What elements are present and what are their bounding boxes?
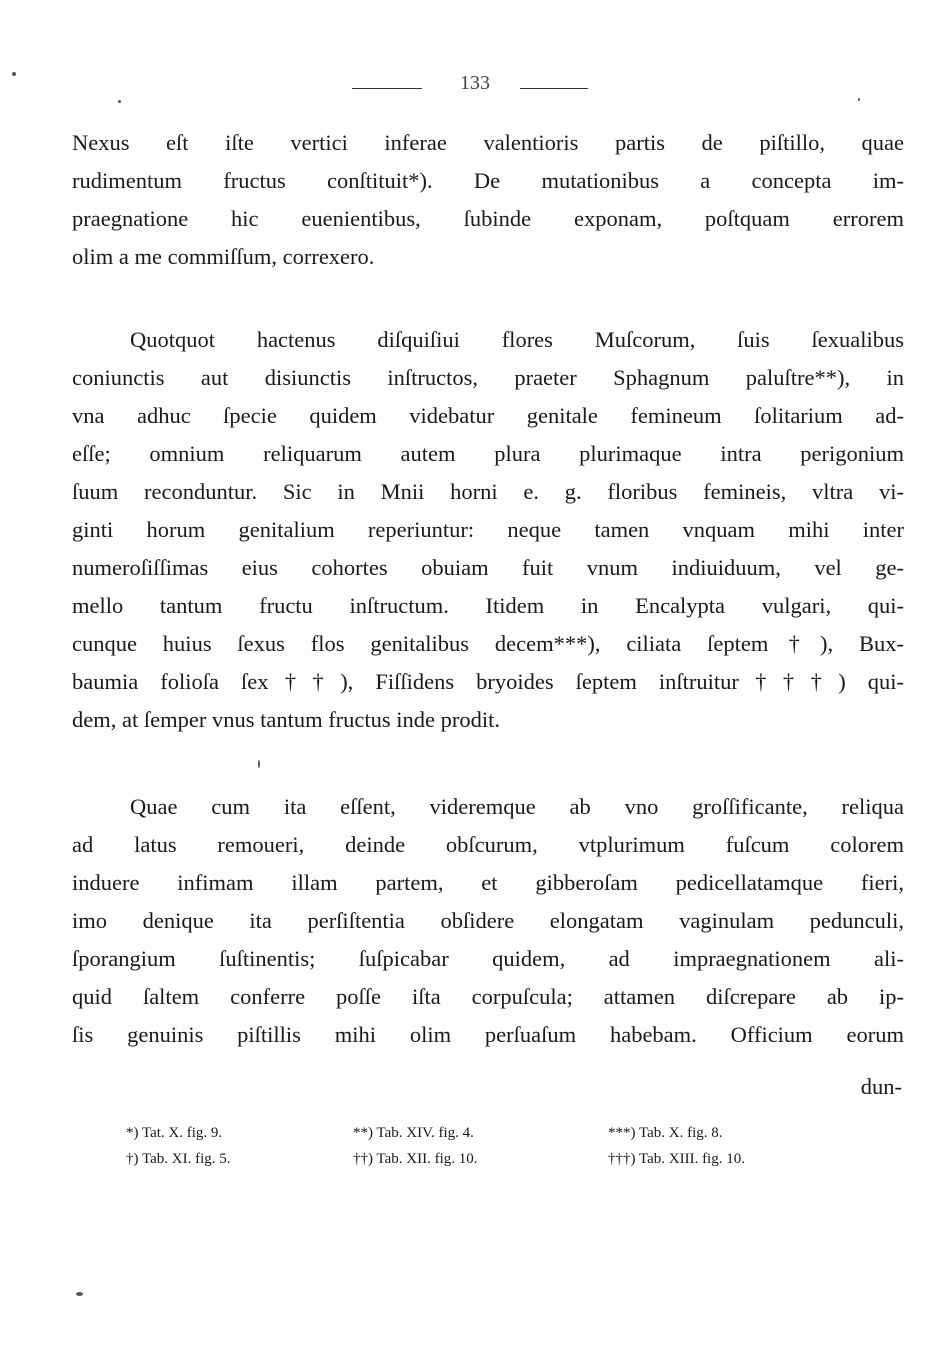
- text-line: baumia folioſa ſex††), Fiſſidens bryoides ſeptem inſtruitur†††) qui-: [72, 669, 904, 694]
- footnotes: [110, 1120, 830, 1172]
- text-line: induere infimam illam partem, et gibberoſam pedicellatamque fieri,: [72, 870, 904, 895]
- footnote: †††) Tab. XIII. fig. 10.: [608, 1151, 745, 1167]
- text-line: olim a me commiſſum, correxero.: [72, 244, 375, 269]
- header-rule-left: [352, 88, 422, 90]
- footnote: **) Tab. XIV. fig. 4.: [353, 1125, 474, 1141]
- speck: [118, 100, 121, 103]
- speck: [858, 98, 860, 101]
- footnote: ††) Tab. XII. fig. 10.: [353, 1151, 478, 1167]
- text-line: ſuum reconduntur. Sic in Mnii horni e. g. floribus femineis, vltra vi-: [72, 479, 904, 504]
- footnote: *) Tat. X. fig. 9.: [126, 1125, 223, 1141]
- text-line: ſis genuinis piſtillis mihi olim perſuaſum habebam. Officium eorum: [72, 1022, 904, 1047]
- text-line: cunque huius ſexus flos genitalibus decem***), ciliata ſeptem†), Bux-: [72, 631, 904, 656]
- text-line: vna adhuc ſpecie quidem videbatur genitale femineum ſolitarium ad-: [72, 403, 904, 428]
- text-line: ad latus remoueri, deinde obſcurum, vtplurimum fuſcum colorem: [72, 832, 904, 857]
- paragraph-1: [72, 124, 904, 276]
- text-line: numeroſiſſimas eius cohortes obuiam fuit vnum indiuiduum, vel ge-: [72, 555, 904, 580]
- text-line: quid ſaltem conferre poſſe iſta corpuſcula; attamen diſcrepare ab ip-: [72, 984, 904, 1009]
- paragraph-2: [72, 321, 904, 739]
- text-line: imo denique ita perſiſtentia obſidere elongatam vaginulam pedunculi,: [72, 908, 904, 933]
- text-line: Nexus eſt iſte vertici inferae valentioris partis de piſtillo, quae: [72, 130, 904, 155]
- text-line: ginti horum genitalium reperiuntur: neque tamen vnquam mihi inter: [72, 517, 904, 542]
- speck: [12, 72, 16, 76]
- text-line: ſporangium ſuſtinentis; ſuſpicabar quidem, ad impraegnationem ali-: [72, 946, 904, 971]
- speck: [258, 760, 260, 768]
- speck: [76, 1292, 83, 1296]
- page-number: 133: [460, 72, 490, 94]
- catchword: dun-: [860, 1074, 902, 1099]
- paragraph-3: [72, 788, 904, 1054]
- text-line: coniunctis aut disiunctis inſtructos, praeter Sphagnum paluſtre**), in: [72, 365, 904, 390]
- text-line: dem, at ſemper vnus tantum fructus inde prodit.: [72, 707, 501, 732]
- text-line: praegnatione hic euenientibus, ſubinde exponam, poſtquam errorem: [72, 206, 904, 231]
- footnote: ***) Tab. X. fig. 8.: [608, 1125, 723, 1141]
- text-line: mello tantum fructu inſtructum. Itidem in Encalypta vulgari, qui-: [72, 593, 904, 618]
- text-line: rudimentum fructus conſtituit*). De mutationibus a concepta im-: [72, 168, 904, 193]
- page-header: [0, 72, 950, 102]
- text-line: Quae cum ita eſſent, videremque ab vno groſſificante, reliqua: [130, 794, 904, 819]
- text-line: Quotquot hactenus diſquiſiui flores Muſcorum, ſuis ſexualibus: [130, 327, 904, 352]
- footnote-row: [110, 1120, 830, 1146]
- footnote-row: [110, 1146, 830, 1172]
- header-rule-right: [520, 88, 588, 90]
- text-line: eſſe; omnium reliquarum autem plura plurimaque intra perigonium: [72, 441, 904, 466]
- footnote: †) Tab. XI. fig. 5.: [126, 1151, 231, 1167]
